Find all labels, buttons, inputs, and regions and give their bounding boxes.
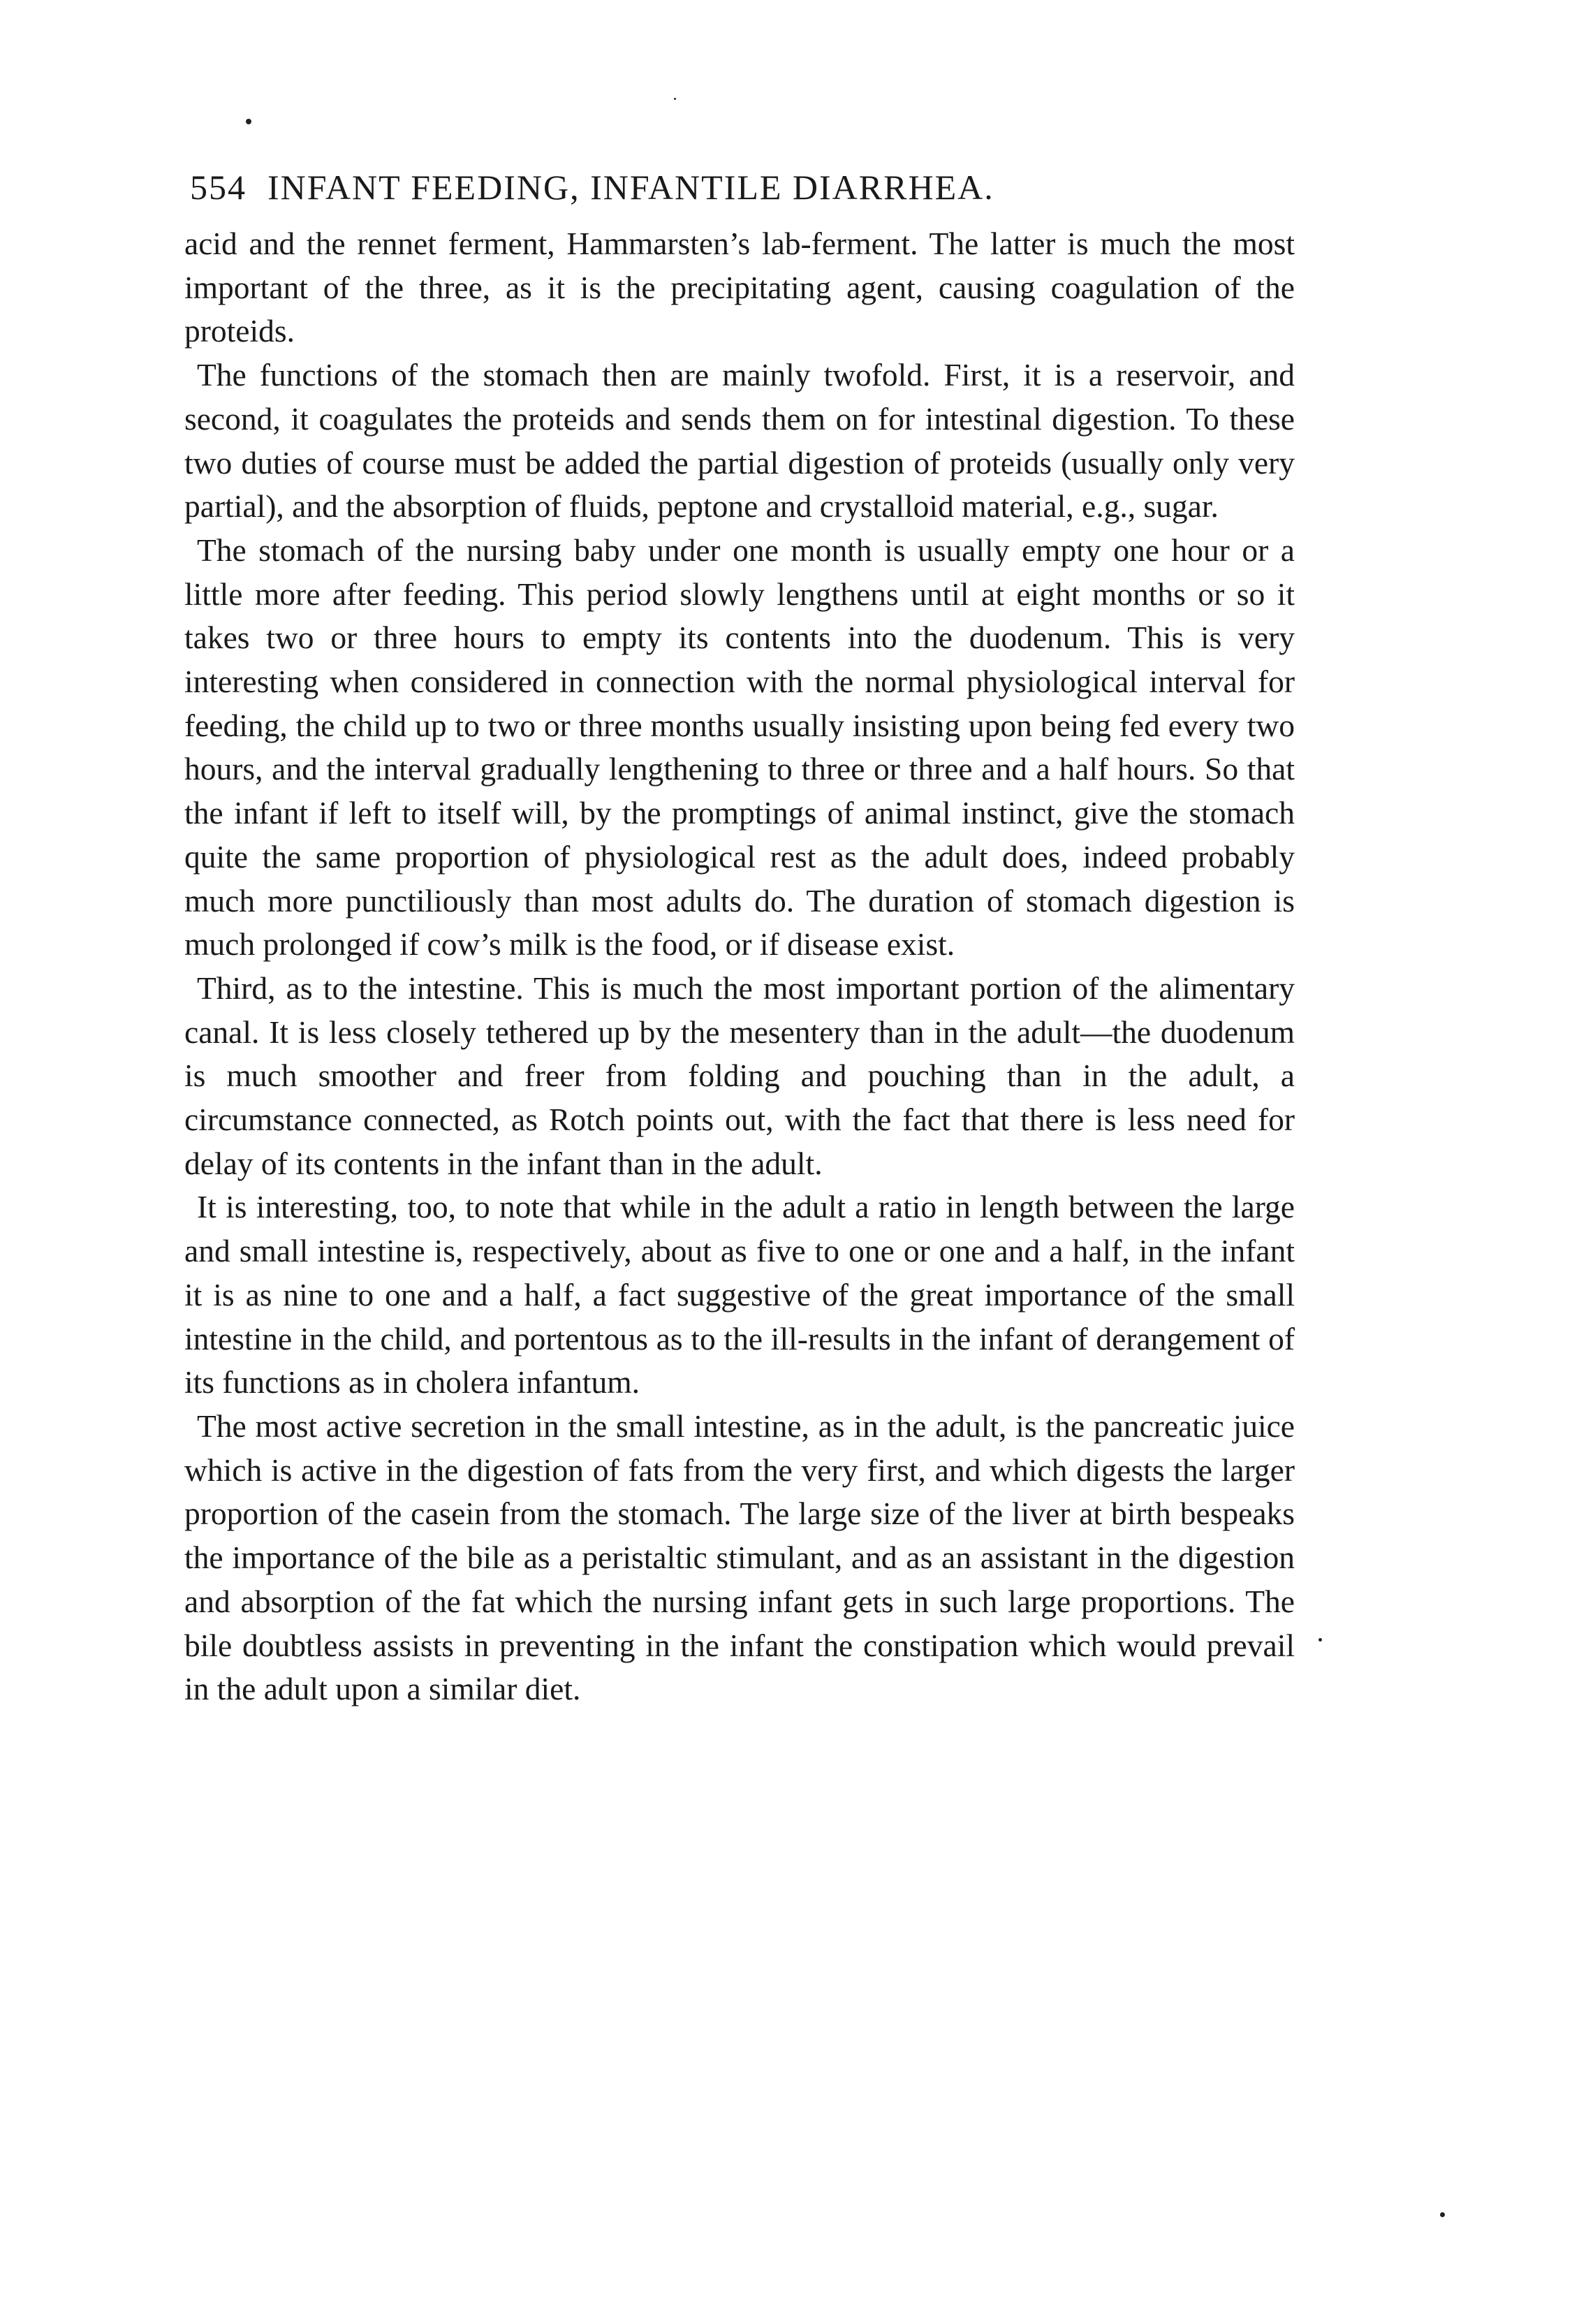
print-speck (674, 98, 676, 100)
paragraph: The functions of the stomach then are mainly twofold. First, it is a reservoir, and second, it coagulates the proteids and sends them on for intestinal digestion. To these two duties of course must be added the partial digestion of proteids (usually only very partial), and the absorption of fluids, peptone and crystalloid material, e.g., sugar. (184, 357, 1295, 525)
paragraph: Third, as to the intestine. This is much the most important portion of the alimentary canal. It is less closely tethered up by the mesentery than in the adult—the duodenum is much smoother and freer from folding and pouching than in the adult, a circumstance connected, as Rotch points out, with the fact that there is less need for delay of its contents in the infant than in the adult. (184, 970, 1295, 1181)
print-speck (1440, 2212, 1445, 2217)
book-page (184, 166, 1295, 1711)
running-title: INFANT FEEDING, INFANTILE DIARRHEA. (267, 168, 994, 207)
paragraph: acid and the rennet ferment, Hammarsten’s lab-ferment. The latter is much the most important of the three, as it is the precipitating agent, causing coagulation of the proteids. (184, 226, 1295, 349)
paragraph: The most active secretion in the small intestine, as in the adult, is the pancreatic juice which is active in the digestion of fats from the very first, and which digests the larger proportion of the casein from the stomach. The large size of the liver at birth bespeaks the importance of the bile as a peristaltic stimulant, and as an assistant in the digestion and absorption of the fat which the nursing infant gets in such large proportions. The bile doubtless assists in preventing in the infant the constipation which would prevail in the adult upon a similar diet. (184, 1408, 1295, 1707)
print-speck (1318, 1638, 1322, 1642)
page-number: 554 (190, 168, 247, 207)
running-header (190, 166, 1295, 208)
print-speck (246, 119, 251, 124)
paragraph: The stomach of the nursing baby under one month is usually empty one hour or a little more after feeding. This period slowly lengthens until at eight months or so it takes two or three hours to empty its contents into the duodenum. This is very interesting when considered in connection with the normal physiological interval for feeding, the child up to two or three months usually insisting upon being fed every two hours, and the interval gradually lengthening to three or three and a half hours. So that the infant if left to itself will, by the promptings of animal instinct, give the stomach quite the same proportion of physiological rest as the adult does, indeed probably much more punctiliously than most adults do. The duration of stomach digestion is much prolonged if cow’s milk is the food, or if disease exist. (184, 532, 1295, 963)
paragraph: It is interesting, too, to note that while in the adult a ratio in length between the large and small intestine is, respectively, about as five to one or one and a half, in the infant it is as nine to one and a half, a fact suggestive of the great importance of the small intestine in the child, and portentous as to the ill-results in the infant of derangement of its functions as in cholera infantum. (184, 1189, 1295, 1401)
